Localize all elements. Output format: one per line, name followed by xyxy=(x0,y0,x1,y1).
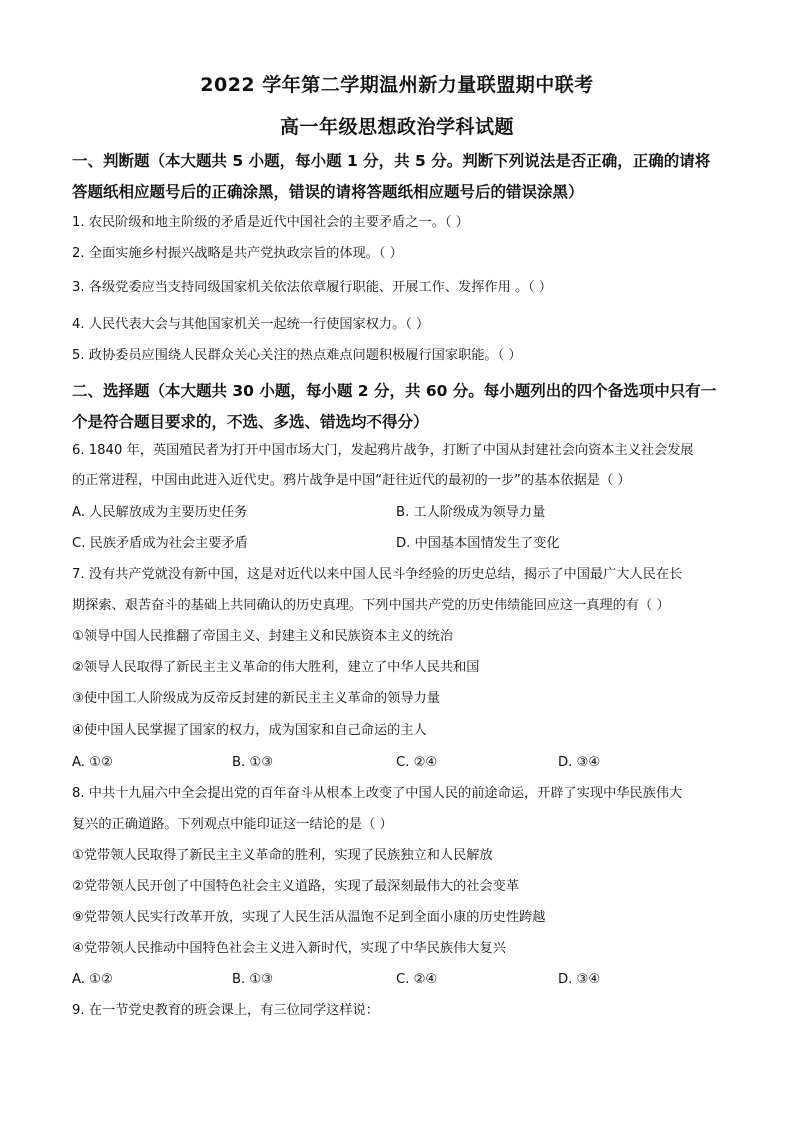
q8-option-b: B. ①③ xyxy=(232,972,274,987)
q6-stem-line1: 6. 1840 年，英国殖民者为打开中国市场大门，发起鸦片战争，打断了中国从封建社会向资本主义社会发展 xyxy=(72,443,694,458)
section2-heading-line1: 二、选择题（本大题共 30 小题，每小题 2 分，共 60 分。每小题列出的四个备选项中只有一 xyxy=(72,382,717,400)
exam-title: 2022 学年第二学期温州新力量联盟期中联考 xyxy=(200,74,594,96)
section1-heading-line2: 答题纸相应题号后的正确涂黑，错误的请将答题纸相应题号后的错误涂黑） xyxy=(72,183,584,201)
q8-statement-2: ②党带领人民开创了中国特色社会主义道路，实现了最深刻最伟大的社会变革 xyxy=(72,879,520,894)
q8-statement-1: ①党带领人民取得了新民主主义革命的胜利，实现了民族独立和人民解放 xyxy=(72,848,493,863)
exam-subtitle: 高一年级思想政治学科试题 xyxy=(279,116,514,138)
q7-statement-3: ③使中国工人阶级成为反帝反封建的新民主主义革命的领导力量 xyxy=(72,691,440,706)
q7-statement-1: ①领导中国人民推翻了帝国主义、封建主义和民族资本主义的统治 xyxy=(72,629,454,644)
q8-statement-4: ④党带领人民推动中国特色社会主义进入新时代，实现了中华民族伟大复兴 xyxy=(72,941,506,956)
judge-item-4: 4. 人民代表大会与其他国家机关一起统一行使国家权力。（ ） xyxy=(72,317,430,332)
q6-stem-line2: 的正常进程，中国由此进入近代史。鸦片战争是中国“赶往近代的最初的一步”的基本依据是（ ） xyxy=(72,473,631,488)
q6-option-b: B. 工人阶级成为领导力量 xyxy=(396,505,546,520)
q8-option-a: A. ①② xyxy=(72,972,113,987)
section2-heading-line2: 个是符合题目要求的，不选、多选、错选均不得分） xyxy=(72,413,429,431)
q8-statement-3: ⑨党带领人民实行改革开放，实现了人民生活从温饱不足到全面小康的历史性跨越 xyxy=(72,910,546,925)
q7-option-d: D. ③④ xyxy=(558,755,601,770)
q7-statement-2: ②领导人民取得了新民主主义革命的伟大胜利，建立了中华人民共和国 xyxy=(72,660,480,675)
q8-option-c: C. ②④ xyxy=(396,972,438,987)
q9-stem-line1: 9. 在一节党史教育的班会课上，有三位同学这样说： xyxy=(72,1003,379,1018)
q8-option-d: D. ③④ xyxy=(558,972,601,987)
judge-item-1: 1. 农民阶级和地主阶级的矛盾是近代中国社会的主要矛盾之一。（ ） xyxy=(72,215,469,230)
q7-stem-line1: 7. 没有共产党就没有新中国，这是对近代以来中国人民斗争经验的历史总结，揭示了中国最广大人民在长 xyxy=(72,567,683,582)
judge-item-5: 5. 政协委员应围绕人民群众关心关注的热点难点问题积极履行国家职能。（ ） xyxy=(72,348,522,363)
q7-option-b: B. ①③ xyxy=(232,755,274,770)
section1-heading-line1: 一、判断题（本大题共 5 小题，每小题 1 分，共 5 分。判断下列说法是否正确，正确的请将 xyxy=(72,152,711,170)
q7-option-c: C. ②④ xyxy=(396,755,438,770)
judge-item-3: 3. 各级党委应当支持同级国家机关依法依章履行职能、开展工作、发挥作用 。（ ） xyxy=(72,280,553,295)
q7-option-a: A. ①② xyxy=(72,755,113,770)
q8-stem-line1: 8. 中共十九届六中全会提出党的百年奋斗从根本上改变了中国人民的前途命运，开辟了实现中华民族伟大 xyxy=(72,786,683,801)
q6-option-a: A. 人民解放成为主要历史任务 xyxy=(72,505,248,520)
q7-statement-4: ④使中国人民掌握了国家的权力，成为国家和自己命运的主人 xyxy=(72,723,427,738)
q6-option-c: C. 民族矛盾成为社会主要矛盾 xyxy=(72,536,248,551)
q6-option-d: D. 中国基本国情发生了变化 xyxy=(396,536,560,551)
q7-stem-line2: 期探索、艰苦奋斗的基础上共同确认的历史真理。下列中国共产党的历史伟绩能回应这一真理的有（ ） xyxy=(72,598,670,613)
judge-item-2: 2. 全面实施乡村振兴战略是共产党执政宗旨的体现。（ ） xyxy=(72,246,403,261)
q8-stem-line2: 复兴的正确道路。下列观点中能印证这一结论的是（ ） xyxy=(72,817,393,832)
